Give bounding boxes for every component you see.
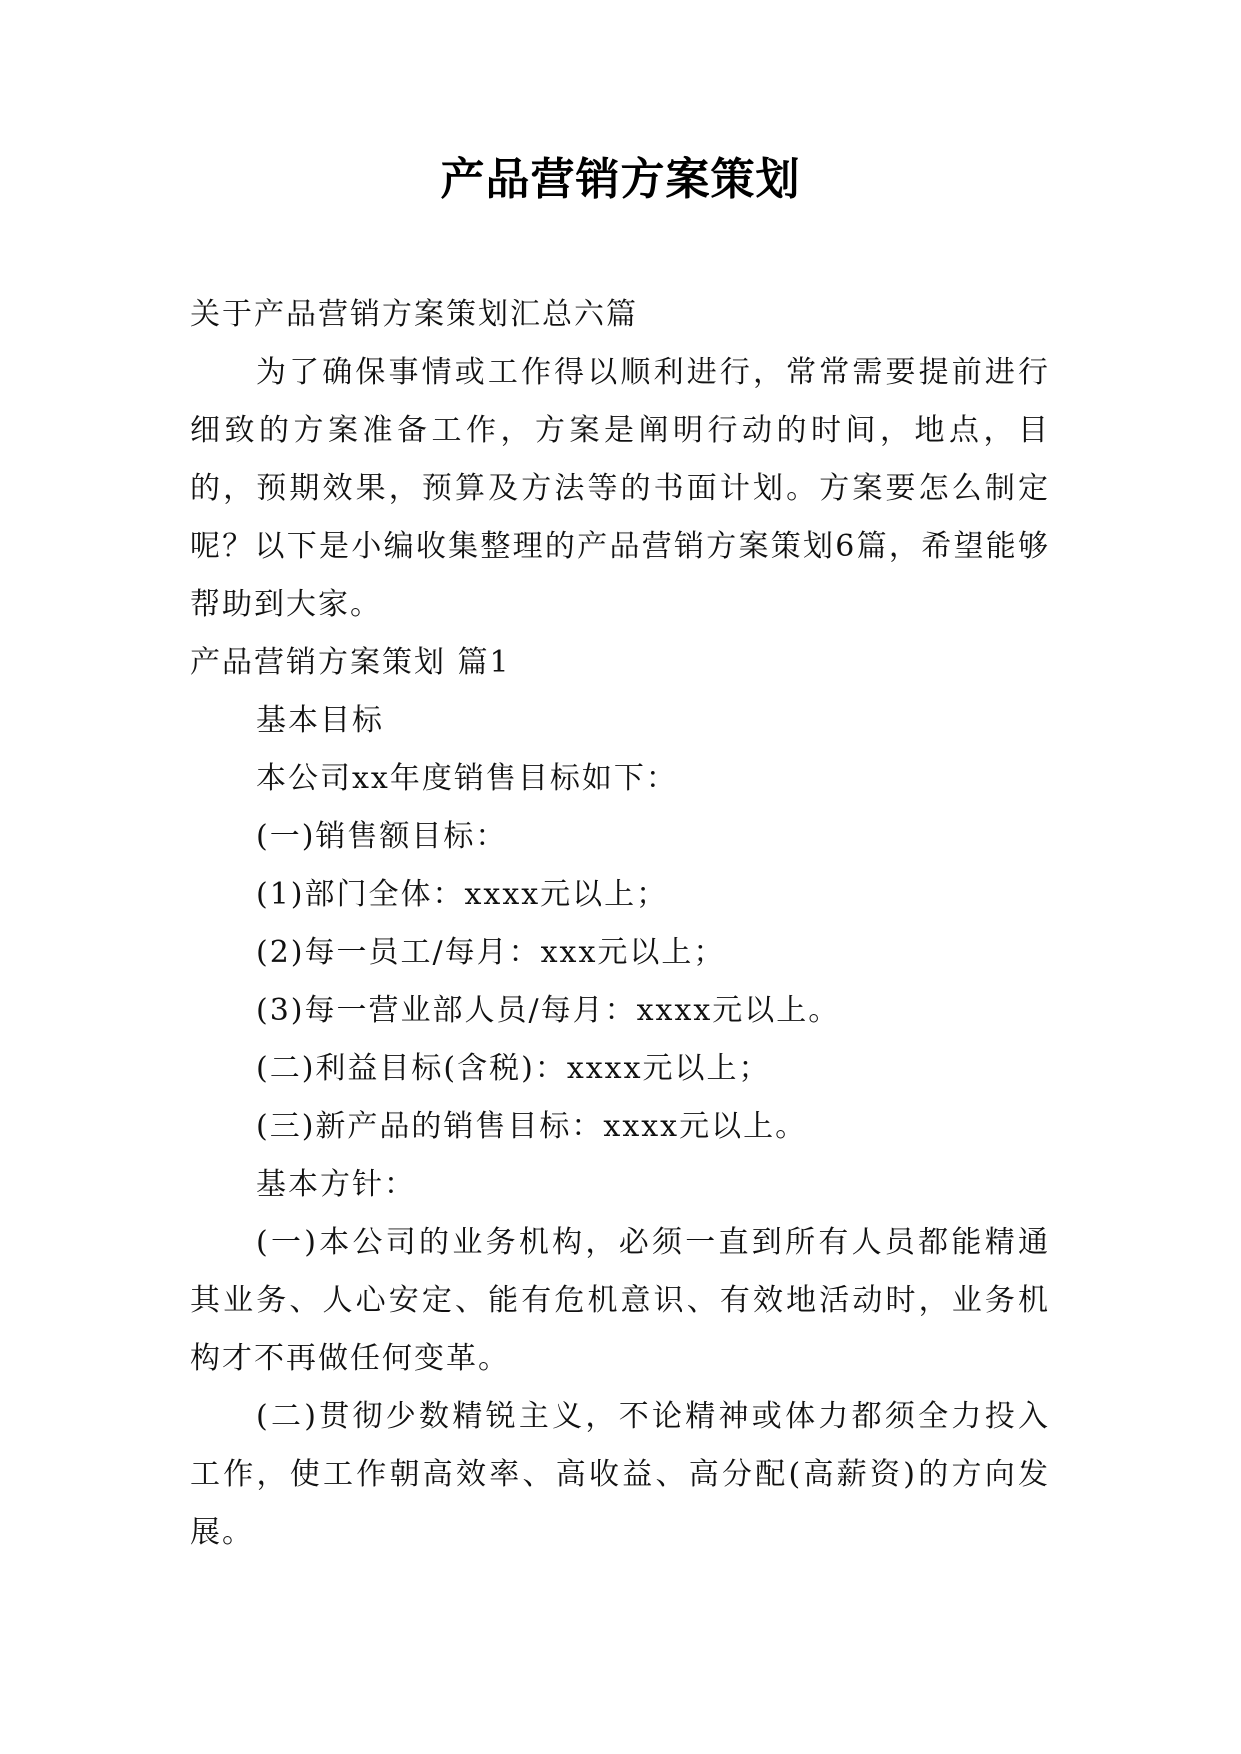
section-heading: 产品营销方案策划 篇1 bbox=[190, 645, 511, 680]
intro-heading: 关于产品营销方案策划汇总六篇 bbox=[190, 297, 638, 332]
goal-sales-heading: (一)销售额目标： bbox=[256, 819, 508, 854]
policy-heading: 基本方针： bbox=[256, 1167, 416, 1202]
goal-intro: 本公司xx年度销售目标如下： bbox=[256, 761, 678, 796]
policy-2: (二)贯彻少数精锐主义，不论精神或体力都须全力投入工作，使工作朝高效率、高收益、高分配(高薪资)的方向发展。 bbox=[190, 1399, 1050, 1550]
intro-paragraph: 为了确保事情或工作得以顺利进行，常常需要提前进行细致的方案准备工作，方案是阐明行动的时间，地点，目的，预期效果，预算及方法等的书面计划。方案要怎么制定呢？以下是小编收集整理的产品营销方案策划6篇，希望能够帮助到大家。 bbox=[190, 355, 1050, 622]
policy-1: (一)本公司的业务机构，必须一直到所有人员都能精通其业务、人心安定、能有危机意识、有效地活动时，业务机构才不再做任何变革。 bbox=[190, 1225, 1050, 1376]
basic-goal-heading: 基本目标 bbox=[256, 703, 384, 738]
goal-profit: (二)利益目标(含税)：xxxx元以上； bbox=[256, 1051, 771, 1086]
goal-item-1: (1)部门全体：xxxx元以上； bbox=[256, 877, 669, 912]
document-body bbox=[190, 286, 1050, 1562]
document-title: 产品营销方案策划 bbox=[440, 154, 801, 205]
goal-item-2: (2)每一员工/每月：xxx元以上； bbox=[256, 935, 726, 970]
goal-new-product: (三)新产品的销售目标：xxxx元以上。 bbox=[256, 1109, 808, 1144]
goal-item-3: (3)每一营业部人员/每月：xxxx元以上。 bbox=[256, 993, 841, 1028]
